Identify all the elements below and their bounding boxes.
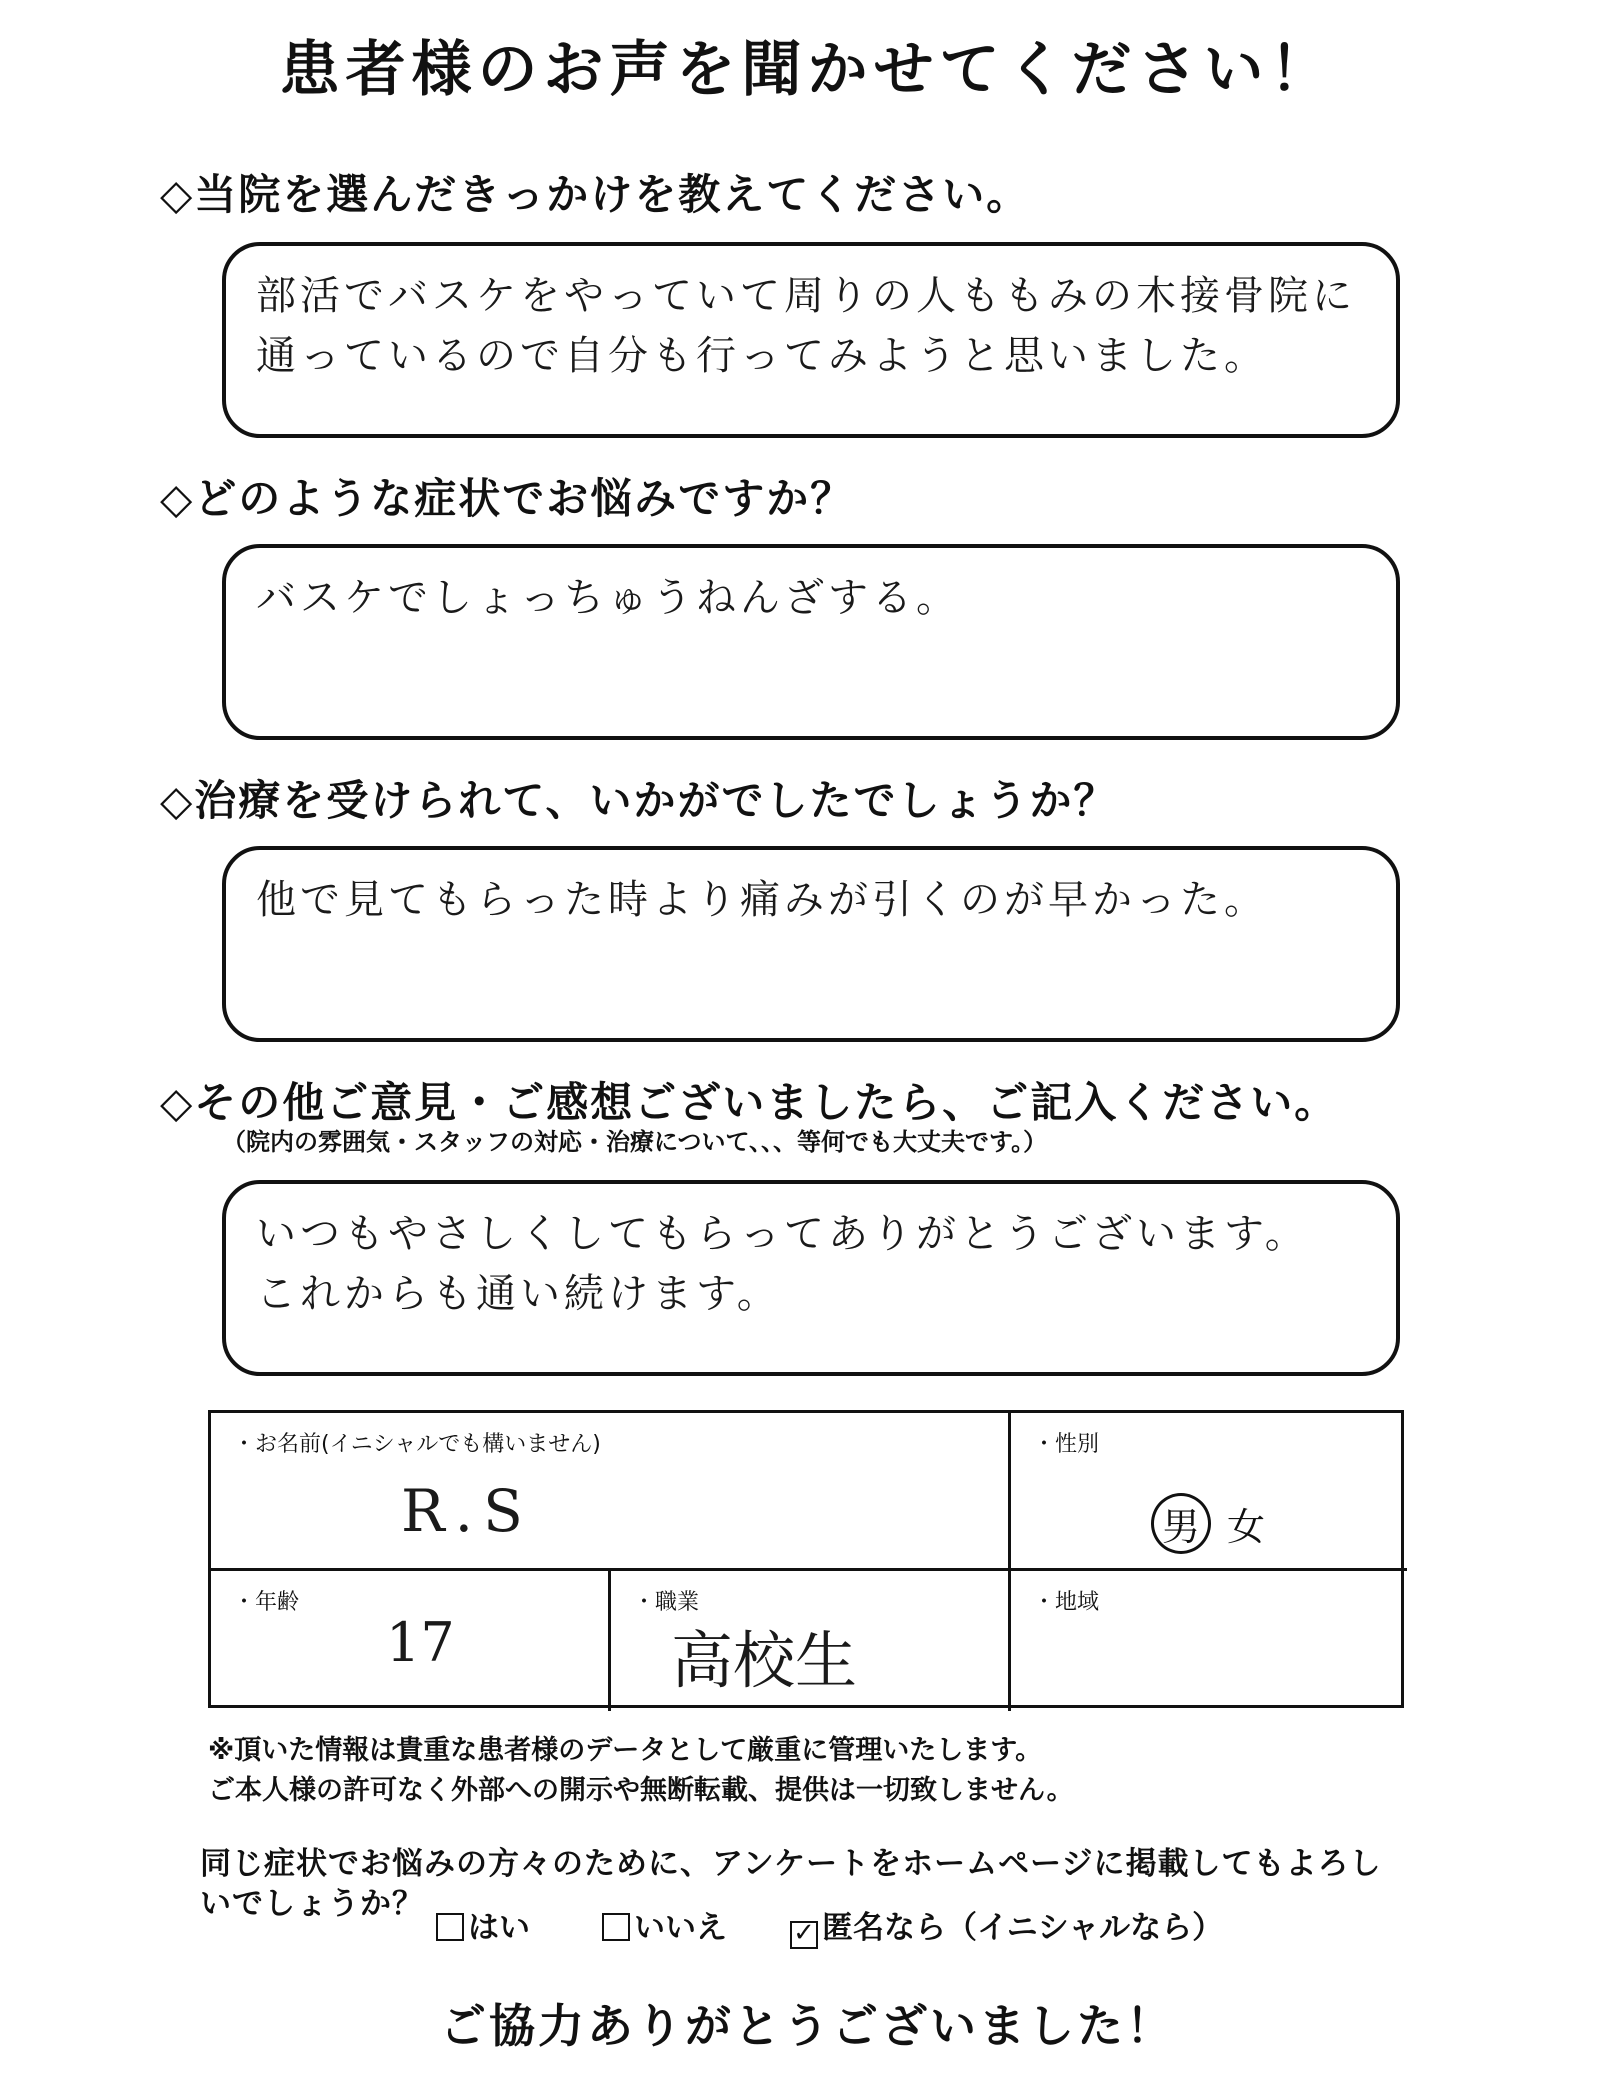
area-label: ・地域 [1033, 1590, 1100, 1615]
gender-female[interactable]: 女 [1227, 1505, 1266, 1549]
answer-box-1[interactable] [222, 242, 1400, 438]
consent-option-yes[interactable] [436, 1902, 530, 1947]
answer-4-line-1: いつもやさしくしてもらってありがとうございます。 [256, 1211, 1309, 1257]
thanks-message: ご協力ありがとうございました！ [440, 1999, 1175, 2053]
answer-1-line-2: 通っているので自分も行ってみようと思いました。 [256, 333, 1268, 379]
age-value: 17 [386, 1611, 455, 1674]
age-cell[interactable] [211, 1571, 608, 1711]
answer-1-line-1: 部活でバスケをやっていて周りの人ももみの木接骨院に [256, 273, 1356, 319]
gender-options [1151, 1493, 1265, 1554]
answer-box-3[interactable] [222, 846, 1400, 1042]
occupation-value: 高校生 [671, 1624, 858, 1697]
name-cell[interactable] [211, 1413, 1008, 1568]
question-1-label: ◇当院を選んだきっかけを教えてください。 [160, 170, 1031, 219]
consent-question-line-2: いでしょうか？ [200, 1886, 424, 1922]
question-4-label: ◇その他ご意見・ご感想ございましたら、ご記入ください。 [160, 1078, 1339, 1127]
name-value: R.S [401, 1477, 533, 1545]
answer-box-4[interactable] [222, 1180, 1400, 1376]
question-2-label: ◇どのような症状でお悩みですか？ [160, 474, 855, 523]
consent-option-no[interactable] [602, 1902, 727, 1947]
gender-label: ・性別 [1033, 1432, 1100, 1457]
consent-question-line-1: 同じ症状でお悩みの方々のために、アンケートをホームページに掲載してもよろし [200, 1846, 1382, 1882]
answer-2-line-1: バスケでしょっちゅうねんざする。 [256, 575, 960, 621]
respondent-info-table [208, 1410, 1404, 1708]
consent-option-anonymous[interactable] [790, 1902, 1223, 1949]
checkbox-anonymous-checked[interactable]: ✓ [790, 1921, 818, 1949]
option-anonymous-label: 匿名なら（イニシャルなら） [822, 1910, 1224, 1946]
privacy-note-line-1: ※頂いた情報は貴重な患者様のデータとして厳重に管理いたします。 [208, 1735, 1043, 1766]
gender-cell[interactable] [1011, 1413, 1407, 1568]
checkbox-yes[interactable] [436, 1913, 464, 1941]
question-4-sub-label: （院内の雰囲気・スタッフの対応・治療について、、、等何でも大丈夫です。） [222, 1128, 1048, 1156]
privacy-note-line-2: ご本人様の許可なく外部への開示や無断転載、提供は一切致しません。 [208, 1775, 1074, 1806]
gender-male-circled[interactable]: 男 [1151, 1493, 1211, 1554]
answer-box-2[interactable] [222, 544, 1400, 740]
occupation-cell[interactable] [611, 1571, 1008, 1711]
checkbox-no[interactable] [602, 1913, 630, 1941]
age-label: ・年齢 [233, 1590, 300, 1615]
page-title: 患者様のお声を聞かせてください！ [279, 35, 1336, 105]
answer-3-line-1: 他で見てもらった時より痛みが引くのが早かった。 [256, 877, 1268, 923]
area-cell[interactable] [1011, 1571, 1407, 1711]
question-3-label: ◇治療を受けられて、いかがでしたでしょうか？ [160, 776, 1118, 825]
answer-4-line-2: これからも通い続けます。 [256, 1271, 781, 1317]
occupation-label: ・職業 [633, 1590, 700, 1615]
name-label: ・お名前(イニシャルでも構いません) [233, 1432, 601, 1457]
option-yes-label: はい [468, 1910, 530, 1946]
option-no-label: いいえ [634, 1910, 727, 1946]
